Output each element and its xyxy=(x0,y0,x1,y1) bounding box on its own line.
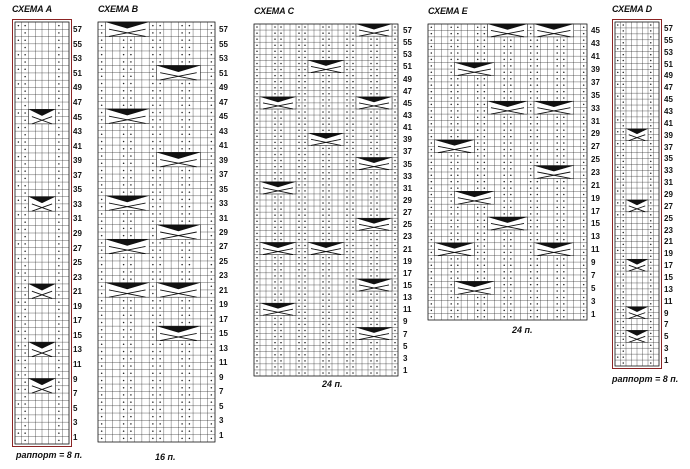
row-label: 1 xyxy=(664,356,669,366)
row-label: 33 xyxy=(219,199,228,209)
row-label: 41 xyxy=(219,141,228,151)
row-label: 39 xyxy=(664,130,673,140)
chart-e-footer: 24 п. xyxy=(512,325,533,335)
chart-c-grid xyxy=(254,24,398,376)
row-label: 55 xyxy=(73,39,82,49)
row-label: 15 xyxy=(219,329,228,339)
row-label: 45 xyxy=(403,98,412,108)
row-label: 57 xyxy=(403,26,412,36)
row-label: 37 xyxy=(73,170,82,180)
row-label: 27 xyxy=(219,242,228,252)
row-label: 17 xyxy=(73,316,82,326)
row-label: 39 xyxy=(403,135,412,145)
row-label: 43 xyxy=(403,111,412,121)
row-label: 11 xyxy=(591,245,600,255)
cable-cross xyxy=(157,326,201,340)
row-label: 7 xyxy=(664,320,669,330)
row-label: 3 xyxy=(73,418,78,428)
row-label: 17 xyxy=(664,261,673,271)
row-label: 3 xyxy=(403,353,408,363)
row-label: 21 xyxy=(73,287,82,297)
chart-c-footer: 24 п. xyxy=(322,379,343,389)
row-label: 41 xyxy=(403,123,412,133)
chart-a-title: СХЕМА А xyxy=(12,4,52,14)
cable-cross xyxy=(105,109,149,123)
cable-cross xyxy=(356,218,392,230)
row-label: 57 xyxy=(664,23,673,33)
cable-cross xyxy=(488,217,528,230)
row-label: 15 xyxy=(73,330,82,340)
row-label: 9 xyxy=(73,374,78,384)
row-label: 29 xyxy=(73,229,82,238)
row-label: 41 xyxy=(664,118,673,128)
row-label: 39 xyxy=(219,155,228,165)
row-label: 19 xyxy=(73,301,82,311)
row-label: 21 xyxy=(403,244,412,254)
row-label: 55 xyxy=(664,35,673,45)
row-label: 15 xyxy=(664,273,673,283)
row-label: 45 xyxy=(591,26,600,36)
cable-cross xyxy=(356,24,392,36)
row-label: 51 xyxy=(219,68,228,78)
cable-cross xyxy=(356,158,392,170)
cable-cross xyxy=(260,303,296,315)
cable-cross xyxy=(534,101,574,114)
row-label: 27 xyxy=(403,208,412,218)
row-label: 11 xyxy=(403,305,412,315)
cable-cross xyxy=(356,327,392,339)
row-label: 5 xyxy=(664,332,669,342)
row-label: 21 xyxy=(591,180,600,190)
row-label: 35 xyxy=(664,154,673,164)
row-label: 23 xyxy=(403,232,412,242)
row-label: 43 xyxy=(219,126,228,136)
row-label: 11 xyxy=(219,358,228,368)
row-label: 43 xyxy=(73,127,82,137)
row-label: 13 xyxy=(664,284,673,294)
cable-cross xyxy=(356,97,392,109)
row-label: 47 xyxy=(664,83,673,93)
chart-d-footer: раппорт = 8 п. xyxy=(612,374,679,384)
row-label: 7 xyxy=(591,270,596,280)
row-label: 53 xyxy=(219,54,228,64)
row-label: 13 xyxy=(591,232,600,242)
cable-cross xyxy=(308,242,344,254)
row-label: 7 xyxy=(403,329,408,339)
row-label: 3 xyxy=(219,416,224,426)
row-label: 31 xyxy=(403,183,412,193)
row-label: 53 xyxy=(73,54,82,64)
row-label: 27 xyxy=(591,142,600,152)
cable-cross xyxy=(260,242,296,254)
cable-cross xyxy=(534,166,574,179)
chart-a-footer: раппорт = 8 п. xyxy=(16,450,83,460)
cable-cross xyxy=(488,24,528,37)
row-label: 33 xyxy=(403,171,412,181)
row-label: 11 xyxy=(73,359,82,369)
cable-cross xyxy=(260,97,296,109)
row-label: 29 xyxy=(591,129,600,139)
chart-d-title: СХЕМА D xyxy=(612,4,652,14)
row-label: 53 xyxy=(664,47,673,57)
cable-cross xyxy=(534,24,574,37)
row-label: 45 xyxy=(664,95,673,105)
row-label: 51 xyxy=(664,59,673,69)
row-label: 51 xyxy=(73,68,82,78)
chart-b-grid xyxy=(98,22,215,442)
row-label: 37 xyxy=(664,142,673,152)
cable-cross xyxy=(435,140,475,153)
cable-cross xyxy=(157,225,201,239)
row-label: 45 xyxy=(73,112,82,122)
row-label: 25 xyxy=(73,258,82,268)
row-label: 39 xyxy=(73,156,82,166)
cable-cross xyxy=(260,182,296,194)
row-label: 29 xyxy=(219,228,228,237)
row-label: 13 xyxy=(219,343,228,353)
row-label: 49 xyxy=(73,83,82,93)
row-label: 3 xyxy=(591,296,596,306)
row-label: 1 xyxy=(591,309,596,319)
row-label: 51 xyxy=(403,62,412,72)
row-label: 27 xyxy=(664,201,673,211)
chart-b-footer: 16 п. xyxy=(155,452,176,462)
row-label: 17 xyxy=(591,206,600,216)
row-label: 21 xyxy=(664,237,673,247)
row-label: 13 xyxy=(403,293,412,303)
row-label: 33 xyxy=(664,166,673,176)
row-label: 25 xyxy=(591,155,600,165)
row-label: 5 xyxy=(591,283,596,293)
row-label: 23 xyxy=(219,271,228,281)
row-label: 19 xyxy=(403,256,412,266)
row-label: 19 xyxy=(591,193,600,203)
row-label: 31 xyxy=(73,214,82,224)
row-label: 47 xyxy=(73,98,82,108)
row-label: 1 xyxy=(219,430,224,440)
chart-c-title: СХЕМА С xyxy=(254,6,294,16)
row-label: 5 xyxy=(73,403,78,413)
row-label: 27 xyxy=(73,243,82,253)
cable-cross xyxy=(105,239,149,253)
cable-cross xyxy=(157,283,201,297)
row-label: 47 xyxy=(219,97,228,107)
cable-cross xyxy=(105,283,149,297)
row-label: 31 xyxy=(591,116,600,126)
cable-cross xyxy=(308,60,344,72)
chart-a-frame xyxy=(12,19,72,447)
grid-lines xyxy=(254,24,398,376)
row-label: 37 xyxy=(403,147,412,157)
row-label: 13 xyxy=(73,345,82,355)
cable-cross xyxy=(488,101,528,114)
cable-cross xyxy=(435,243,475,256)
row-label: 43 xyxy=(591,39,600,49)
row-label: 21 xyxy=(219,285,228,295)
row-label: 43 xyxy=(664,106,673,116)
row-label: 41 xyxy=(73,141,82,151)
cable-cross xyxy=(455,281,495,294)
row-label: 47 xyxy=(403,86,412,96)
row-label: 33 xyxy=(591,103,600,113)
cable-cross xyxy=(157,65,201,79)
row-label: 31 xyxy=(664,178,673,188)
row-label: 23 xyxy=(73,272,82,282)
row-label: 5 xyxy=(403,341,408,351)
row-label: 41 xyxy=(591,52,600,62)
cable-cross xyxy=(308,133,344,145)
row-label: 55 xyxy=(219,39,228,49)
row-label: 23 xyxy=(664,225,673,235)
cable-cross xyxy=(455,191,495,204)
cable-cross xyxy=(105,22,149,36)
row-label: 9 xyxy=(403,317,408,327)
row-label: 25 xyxy=(403,220,412,230)
row-label: 29 xyxy=(664,190,673,199)
row-label: 15 xyxy=(591,219,600,229)
row-label: 31 xyxy=(219,213,228,223)
row-label: 39 xyxy=(591,65,600,75)
row-label: 35 xyxy=(219,184,228,194)
row-label: 37 xyxy=(591,77,600,87)
row-label: 35 xyxy=(403,159,412,169)
row-label: 37 xyxy=(219,170,228,180)
row-label: 25 xyxy=(219,256,228,266)
row-label: 19 xyxy=(664,249,673,259)
chart-e-title: СХЕМА Е xyxy=(428,6,468,16)
row-label: 19 xyxy=(219,300,228,310)
row-label: 7 xyxy=(73,389,78,399)
row-label: 17 xyxy=(219,314,228,324)
row-label: 15 xyxy=(403,280,412,290)
row-label: 49 xyxy=(403,74,412,84)
row-label: 9 xyxy=(591,258,596,268)
cable-cross xyxy=(157,152,201,166)
row-label: 9 xyxy=(664,308,669,318)
row-label: 23 xyxy=(591,168,600,177)
row-label: 55 xyxy=(403,38,412,48)
row-label: 1 xyxy=(403,365,408,375)
row-label: 17 xyxy=(403,268,412,278)
row-label: 11 xyxy=(664,296,673,306)
cable-cross xyxy=(105,196,149,210)
row-label: 35 xyxy=(73,185,82,195)
row-label: 7 xyxy=(219,387,224,397)
row-label: 29 xyxy=(403,196,412,205)
row-label: 5 xyxy=(219,401,224,411)
chart-e-grid xyxy=(428,24,587,320)
row-label: 33 xyxy=(73,199,82,209)
cable-cross xyxy=(534,243,574,256)
chart-d-frame xyxy=(612,19,662,369)
row-label: 49 xyxy=(664,71,673,81)
row-label: 3 xyxy=(664,344,669,354)
cable-cross xyxy=(356,279,392,291)
row-label: 1 xyxy=(73,432,78,442)
row-label: 49 xyxy=(219,83,228,93)
row-label: 25 xyxy=(664,213,673,223)
row-label: 45 xyxy=(219,112,228,122)
row-label: 53 xyxy=(403,50,412,60)
row-label: 9 xyxy=(219,372,224,382)
row-label: 57 xyxy=(219,25,228,35)
row-label: 57 xyxy=(73,25,82,35)
chart-b-title: СХЕМА В xyxy=(98,4,138,14)
cable-cross xyxy=(455,63,495,76)
row-label: 35 xyxy=(591,90,600,100)
